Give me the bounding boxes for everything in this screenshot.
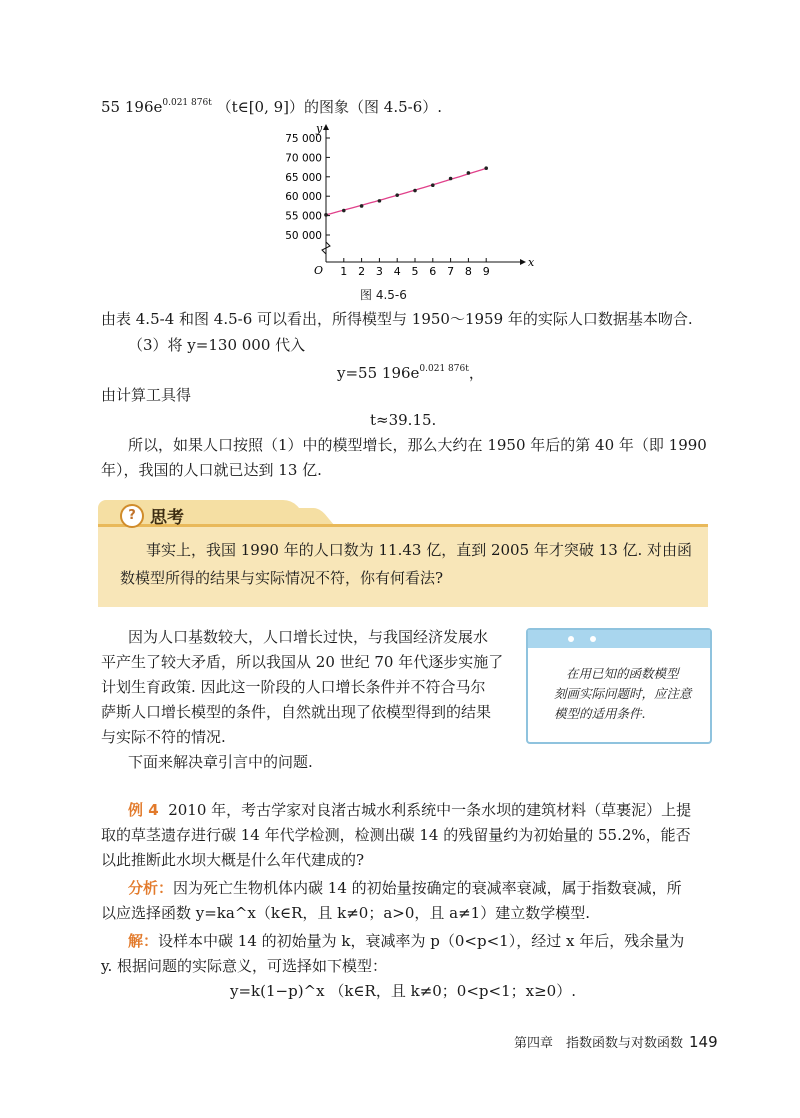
- note-line-3: 模型的适用条件.: [554, 706, 646, 721]
- y-axis-label: y: [316, 122, 323, 135]
- formula-1-exponent: 0.021 876t: [419, 364, 469, 374]
- solution-line-2: y. 根据问题的实际意义，可选择如下模型：: [101, 957, 388, 975]
- paragraph-next: 下面来解决章引言中的问题.: [128, 753, 313, 771]
- x-axis-arrow: [520, 259, 526, 265]
- data-point: [395, 193, 399, 197]
- example-label: 例 4: [128, 801, 159, 819]
- side-note: [526, 628, 712, 744]
- step-3: （3）将 y=130 000 代入: [128, 336, 306, 354]
- analysis-line-1: [128, 877, 682, 899]
- analysis-label: 分析：: [128, 879, 174, 897]
- solution-text-1: 设样本中碳 14 的初始量为 k，衰减率为 p（0<p<1），经过 x 年后，残余量为: [158, 932, 685, 950]
- note-line-2: 刻画实际问题时，应注意: [554, 686, 692, 701]
- data-point: [342, 209, 346, 213]
- page-number: 149: [689, 1033, 718, 1051]
- note-header-bar: [528, 630, 710, 648]
- intro-line: [101, 92, 442, 118]
- think-line-1: 事实上，我国 1990 年的人口数为 11.43 亿，直到 2005 年才突破 13 亿. 对由函: [146, 541, 693, 559]
- example-text-1: 2010 年，考古学家对良渚古城水利系统中一条水坝的建筑材料（草裹泥）上提: [168, 801, 692, 819]
- page-footer: [514, 1032, 718, 1051]
- formula-1: [337, 358, 484, 384]
- analysis-text-1: 因为死亡生物机体内碳 14 的初始量按确定的衰减率衰减，属于指数衰减，所: [173, 879, 682, 897]
- paragraph-conclusion-1: 所以，如果人口按照（1）中的模型增长，那么大约在 1950 年后的第 40 年（即 1990: [128, 436, 707, 454]
- solution-formula: y=k(1−p)^x （k∈R，且 k≠0；0<p<1；x≥0）.: [230, 982, 576, 1000]
- paragraph-fit: 由表 4.5-4 和图 4.5-6 可以看出，所得模型与 1950～1959 年的实际人口数据基本吻合.: [101, 310, 693, 328]
- analysis-line-2: 以应选择函数 y=ka^x（k∈R，且 k≠0；a>0，且 a≠1）建立数学模型.: [101, 904, 590, 922]
- x-tick-label: 2: [358, 265, 366, 278]
- formula-exponent: 0.021 876t: [162, 98, 212, 108]
- question-icon: ?: [120, 504, 144, 528]
- data-point: [431, 183, 435, 187]
- figure-caption: 图 4.5-6: [360, 288, 407, 302]
- paragraph-conclusion-2: 年），我国的人口就已达到 13 亿.: [101, 461, 322, 479]
- formula-rest: （t∈[0, 9]）的图象（图 4.5-6）.: [211, 98, 443, 116]
- data-point: [413, 189, 417, 193]
- x-tick-label: 7: [447, 265, 455, 278]
- x-tick-label: 9: [482, 265, 490, 278]
- formula-base: 55 196e: [101, 98, 163, 116]
- population-chart: [270, 122, 540, 282]
- paragraph-reason-2: 平产生了较大矛盾，所以我国从 20 世纪 70 年代逐步实施了: [101, 653, 504, 671]
- formula-2: t≈39.15.: [370, 411, 437, 429]
- solution-label: 解：: [128, 932, 159, 950]
- x-tick-label: 4: [393, 265, 401, 278]
- y-tick-label: 65 000: [285, 171, 322, 184]
- x-tick-label: 5: [411, 265, 419, 278]
- x-tick-label: 1: [340, 265, 348, 278]
- think-title: 思考: [150, 508, 184, 528]
- formula-1-tail: ，: [468, 364, 484, 382]
- origin-label: O: [314, 264, 324, 277]
- paragraph-reason-1: 因为人口基数较大，人口增长过快，与我国经济发展水: [128, 628, 489, 646]
- data-point: [449, 177, 453, 181]
- data-point: [467, 171, 471, 175]
- example-4-line-3: 以此推断此水坝大概是什么年代建成的?: [101, 851, 365, 869]
- paragraph-reason-4: 萨斯人口增长模型的条件，自然就出现了依模型得到的结果: [101, 703, 492, 721]
- y-tick-label: 50 000: [285, 230, 322, 242]
- think-line-2: 数模型所得的结果与实际情况不符，你有何看法?: [120, 569, 444, 587]
- x-tick-label: 6: [429, 265, 437, 278]
- formula-1-lhs: y=55 196e: [337, 364, 420, 382]
- x-tick-label: 3: [375, 265, 383, 278]
- x-tick-label: 8: [464, 265, 472, 278]
- solution-line-1: [128, 930, 684, 952]
- note-line-1: 在用已知的函数模型: [566, 666, 679, 681]
- example-4-line-1: [128, 799, 691, 821]
- data-point: [360, 204, 364, 208]
- data-point: [324, 213, 328, 217]
- think-box: [98, 500, 708, 604]
- example-4-line-2: 取的草茎遗存进行碳 14 年代学检测，检测出碳 14 的残留量约为初始量的 55.2%，能否: [101, 826, 691, 844]
- y-tick-label: 75 000: [285, 133, 322, 145]
- chapter-title: 第四章 指数函数与对数函数: [514, 1036, 684, 1051]
- y-tick-label: 70 000: [285, 152, 322, 165]
- calc-tool-text: 由计算工具得: [101, 386, 192, 404]
- model-curve: [326, 168, 486, 215]
- x-axis-label: x: [528, 256, 535, 269]
- note-dot-icon: [590, 636, 596, 642]
- y-axis-arrow: [323, 124, 329, 130]
- note-dot-icon: [568, 636, 574, 642]
- paragraph-reason-5: 与实际不符的情况.: [101, 728, 226, 746]
- y-tick-label: 55 000: [285, 210, 322, 223]
- y-tick-label: 60 000: [285, 191, 322, 204]
- data-point: [378, 199, 382, 203]
- think-body: [98, 524, 708, 607]
- data-point: [484, 166, 488, 170]
- paragraph-reason-3: 计划生育政策. 因此这一阶段的人口增长条件并不符合马尔: [101, 678, 486, 696]
